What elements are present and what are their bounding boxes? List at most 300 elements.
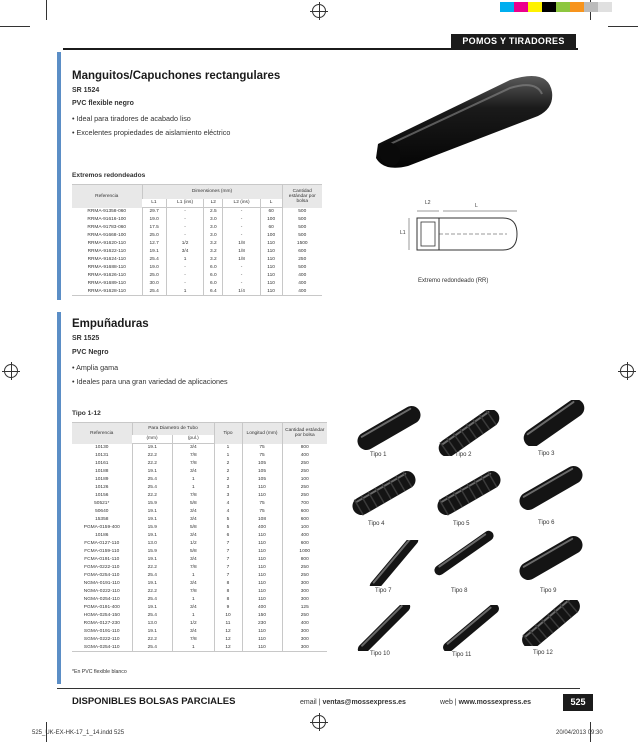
table-cell: 110 — [260, 240, 282, 248]
table-cell: 400 — [282, 280, 322, 288]
table-cell: FCMA-0191-110 — [84, 557, 120, 562]
col-header: Longitud (mm) — [242, 423, 282, 444]
table-cell: 250 — [282, 492, 327, 500]
table-cell: 60 — [260, 224, 282, 232]
table-cell: 8 — [214, 588, 242, 596]
grip-label: Tipo 4 — [368, 521, 385, 527]
table-cell: 600 — [282, 508, 327, 516]
table-cell: RRMA-91622-110 — [87, 249, 126, 254]
col-subheader: L2 (ins) — [223, 199, 260, 208]
table-cell: 110 — [242, 596, 282, 604]
table-row — [72, 208, 322, 216]
table-cell: 3.0 — [204, 216, 223, 224]
table-cell: 300 — [282, 596, 327, 604]
table-cell: 25.4 — [132, 572, 173, 580]
table-cell: 4 — [214, 508, 242, 516]
table-cell: RRMA-91626-110 — [87, 273, 126, 278]
table-cell: 3/4 — [173, 532, 214, 540]
table-row — [72, 628, 327, 636]
table-cell: 3/4 — [173, 556, 214, 564]
table-cell: 12 — [214, 644, 242, 652]
table-row — [72, 248, 322, 256]
grip-type-7-image — [355, 540, 433, 586]
table-cell: 50521* — [94, 501, 110, 506]
col-subheader: L1 — [142, 199, 166, 208]
diagram-label-l2: L2 — [425, 200, 431, 206]
feature-bullet: • Ideal para tiradores de acabado liso — [72, 114, 191, 123]
col-header: Referencia — [72, 423, 132, 444]
grip-type-9-image — [512, 535, 590, 581]
table-cell: 110 — [242, 572, 282, 580]
table-cell: 110 — [242, 548, 282, 556]
table-cell: 3/4 — [173, 516, 214, 524]
table-cell: 110 — [260, 248, 282, 256]
section-1-title: Manguitos/Capuchones rectangulares — [72, 70, 281, 82]
col-subheader: (pul.) — [173, 435, 214, 444]
color-calibration-bar — [500, 2, 612, 12]
table-cell: 19.0 — [142, 264, 166, 272]
table-cell: 3.2 — [204, 248, 223, 256]
table-cell: 8 — [214, 596, 242, 604]
color-swatch — [528, 2, 542, 12]
table-cell: 7 — [214, 556, 242, 564]
product-code: SR 1524 — [72, 87, 100, 94]
table-cell: RRMA-91624-110 — [87, 257, 126, 262]
table-cell: - — [223, 208, 260, 216]
product-material: PVC flexible negro — [72, 100, 134, 107]
table-cell: 10156 — [95, 493, 109, 498]
table-cell: 600 — [282, 248, 322, 256]
table-cell: 800 — [282, 444, 327, 452]
web-label: web | — [440, 699, 457, 706]
table-cell: 1 — [173, 484, 214, 492]
partial-bags-note: DISPONIBLES BOLSAS PARCIALES — [72, 696, 236, 707]
diagram-label-l: L — [475, 203, 478, 209]
crop-line — [0, 26, 30, 27]
table-cell: 6.0 — [204, 264, 223, 272]
sleeve-spec-table — [72, 184, 322, 296]
table-row — [72, 288, 322, 296]
table-cell: 400 — [242, 604, 282, 612]
registration-mark-top-icon — [312, 4, 326, 18]
table-cell: 30.0 — [142, 280, 166, 288]
table-row — [72, 644, 327, 652]
diagram-label-l1: L1 — [400, 230, 406, 236]
table-cell: 22.2 — [132, 492, 173, 500]
table-cell: SGMA-0254-110 — [83, 644, 120, 650]
table-cell: 800 — [282, 556, 327, 564]
table-cell: NGMA-0254-110 — [83, 597, 120, 602]
table-cell: 1000 — [282, 548, 327, 556]
table-2-title: Tipo 1-12 — [72, 410, 101, 417]
footer-web — [440, 699, 531, 706]
table-cell: 110 — [242, 564, 282, 572]
table-cell: 150 — [242, 612, 282, 620]
table-cell: RRMA-91783-060 — [87, 225, 127, 230]
col-header: Cantidad estándar por bolsa — [282, 185, 322, 208]
table-row — [72, 452, 327, 460]
section-side-bar — [57, 52, 61, 300]
grip-type-11-image — [432, 605, 510, 651]
footer-rule — [57, 688, 580, 689]
table-cell: 25.0 — [142, 232, 166, 240]
col-subheader: L1 (ins) — [166, 199, 203, 208]
table-cell: 1 — [173, 612, 214, 620]
table-cell: 25.4 — [132, 484, 173, 492]
grip-label: Tipo 12 — [533, 650, 553, 656]
table-cell: 100 — [282, 524, 327, 532]
email-label: email | — [300, 699, 321, 706]
table-cell: 75 — [242, 444, 282, 452]
table-cell: 12.7 — [142, 240, 166, 248]
table-cell: 1/8 — [223, 256, 260, 264]
table-cell: 110 — [242, 588, 282, 596]
grip-label: Tipo 9 — [540, 588, 557, 594]
table-cell: 19.1 — [132, 628, 173, 636]
table-cell: 1/4 — [223, 288, 260, 296]
web-link[interactable]: www.mossexpress.es — [458, 699, 532, 706]
col-subheader: L — [260, 199, 282, 208]
color-swatch — [556, 2, 570, 12]
table-cell: 15.9 — [132, 500, 173, 508]
color-swatch — [514, 2, 528, 12]
feature-bullet: • Excelentes propiedades de aislamiento eléctrico — [72, 128, 231, 137]
table-cell: 25.4 — [142, 256, 166, 264]
table-cell: - — [166, 232, 203, 240]
table-row — [72, 508, 327, 516]
table-cell: 3.0 — [204, 232, 223, 240]
grip-type-1-image — [350, 405, 428, 451]
table-cell: 7/8 — [173, 460, 214, 468]
footnote: *En PVC flexible blanco — [72, 669, 127, 675]
table-cell: 400 — [282, 532, 327, 540]
table-cell: 1 — [214, 452, 242, 460]
table-cell: 2 — [214, 460, 242, 468]
table-cell: FGMA-0254-110 — [84, 573, 120, 578]
grip-label: Tipo 3 — [538, 451, 555, 457]
table-cell: 110 — [242, 636, 282, 644]
table-cell: 7/8 — [173, 492, 214, 500]
table-cell: 3.0 — [204, 224, 223, 232]
table-cell: 110 — [260, 280, 282, 288]
grip-label: Tipo 5 — [453, 521, 470, 527]
col-header: Referencia — [72, 185, 142, 208]
table-cell: 2 — [214, 468, 242, 476]
table-cell: 3/4 — [173, 604, 214, 612]
table-cell: PGMA-0159-400 — [83, 525, 120, 530]
table-cell: 1 — [173, 572, 214, 580]
table-cell: 100 — [282, 476, 327, 484]
table-cell: 1 — [166, 256, 203, 264]
table-cell: 11 — [214, 620, 242, 628]
table-cell: 7 — [214, 548, 242, 556]
table-cell: 1 — [173, 476, 214, 484]
table-row — [72, 224, 322, 232]
table-cell: RRMA-91616-100 — [87, 217, 127, 222]
table-row — [72, 484, 327, 492]
table-cell: RRMA-91688-110 — [87, 265, 126, 270]
table-cell: 7/8 — [173, 588, 214, 596]
table-cell: 300 — [282, 644, 327, 652]
table-cell: 700 — [282, 500, 327, 508]
table-cell: 19.1 — [142, 248, 166, 256]
table-cell: 6.4 — [204, 288, 223, 296]
table-row — [72, 476, 327, 484]
table-cell: 1/8 — [223, 240, 260, 248]
table-cell: 8 — [214, 580, 242, 588]
table-cell: - — [223, 272, 260, 280]
table-cell: 3/4 — [173, 468, 214, 476]
table-cell: 110 — [260, 288, 282, 296]
table-cell: 10131 — [95, 453, 109, 458]
table-cell: 110 — [260, 256, 282, 264]
grip-label: Tipo 6 — [538, 520, 555, 526]
table-cell: 25.4 — [142, 288, 166, 296]
table-cell: 250 — [282, 256, 322, 264]
color-swatch — [598, 2, 612, 12]
table-cell: 4 — [214, 500, 242, 508]
section-side-bar — [57, 312, 61, 684]
table-row — [72, 240, 322, 248]
table-cell: 17.5 — [142, 224, 166, 232]
table-cell: 15.9 — [132, 524, 173, 532]
slug-date: 20/04/2013 09:30 — [556, 730, 603, 736]
table-cell: 3 — [214, 484, 242, 492]
table-cell: 110 — [242, 492, 282, 500]
table-cell: - — [166, 264, 203, 272]
table-row — [72, 232, 322, 240]
table-cell: - — [166, 208, 203, 216]
table-1-title: Extremos redondeados — [72, 172, 146, 179]
table-cell: 5/8 — [173, 500, 214, 508]
rounded-end-diagram — [395, 200, 525, 276]
table-cell: 5 — [214, 524, 242, 532]
col-header: Cantidad estándar por bolsa — [282, 423, 327, 444]
grip-label: Tipo 10 — [370, 651, 390, 657]
table-cell: 250 — [282, 572, 327, 580]
table-row — [72, 580, 327, 588]
email-link[interactable]: ventas@mossexpress.es — [322, 699, 406, 706]
crop-line — [608, 26, 638, 27]
grip-type-10-image — [345, 605, 423, 651]
table-cell: 25.4 — [132, 476, 173, 484]
table-cell: 500 — [282, 216, 322, 224]
table-cell: 250 — [282, 612, 327, 620]
table-cell: 7/8 — [173, 564, 214, 572]
table-cell: 12 — [214, 636, 242, 644]
color-swatch — [584, 2, 598, 12]
grip-label: Tipo 11 — [452, 652, 472, 658]
table-cell: 1 — [173, 596, 214, 604]
table-row — [72, 564, 327, 572]
table-cell: 7 — [214, 540, 242, 548]
table-cell: - — [223, 224, 260, 232]
table-cell: 10189 — [95, 477, 109, 482]
table-cell: 19.1 — [132, 444, 173, 452]
grip-type-8-image — [425, 530, 503, 576]
col-subheader: L2 — [204, 199, 223, 208]
table-row — [72, 556, 327, 564]
table-cell: RRMA-91358-060 — [87, 209, 127, 214]
table-cell: RRMA-91689-110 — [87, 281, 126, 286]
table-cell: 15358 — [95, 517, 109, 522]
table-cell: 6.0 — [204, 272, 223, 280]
table-cell: RGMA-0127-230 — [83, 621, 120, 626]
crop-line — [46, 0, 47, 20]
table-row — [72, 264, 322, 272]
table-cell: 250 — [282, 460, 327, 468]
table-row — [72, 516, 327, 524]
product-code: SR 1525 — [72, 335, 100, 342]
registration-mark-left-icon — [4, 364, 18, 378]
grip-type-2-image — [430, 410, 508, 456]
table-cell: 19.1 — [132, 508, 173, 516]
table-cell: 25.0 — [142, 272, 166, 280]
table-cell: 300 — [282, 636, 327, 644]
table-cell: 2.5 — [204, 208, 223, 216]
table-cell: 1/8 — [223, 248, 260, 256]
table-cell: 7 — [214, 564, 242, 572]
table-cell: 22.2 — [132, 452, 173, 460]
table-cell: 13.0 — [132, 540, 173, 548]
rectangular-sleeve-image — [360, 62, 560, 172]
grip-type-4-image — [345, 470, 423, 516]
color-swatch — [542, 2, 556, 12]
grip-label: Tipo 2 — [455, 452, 472, 458]
table-cell: 7/8 — [173, 636, 214, 644]
table-cell: 3/4 — [166, 248, 203, 256]
table-row — [72, 604, 327, 612]
table-row — [72, 444, 327, 452]
table-cell: 105 — [242, 460, 282, 468]
table-cell: 100 — [260, 216, 282, 224]
grip-type-12-image — [512, 600, 590, 646]
table-cell: FGMA-0222-110 — [84, 565, 120, 570]
table-cell: 13.0 — [132, 620, 173, 628]
table-row — [72, 492, 327, 500]
table-cell: RRMA-91620-110 — [87, 241, 126, 246]
table-cell: 250 — [282, 484, 327, 492]
table-cell: 3 — [214, 492, 242, 500]
table-row — [72, 620, 327, 628]
table-row — [72, 636, 327, 644]
grip-label: Tipo 8 — [451, 588, 468, 594]
table-cell: 10188 — [95, 469, 109, 474]
table-cell: 110 — [242, 556, 282, 564]
table-row — [72, 540, 327, 548]
feature-bullet: • Ideales para una gran variedad de aplicaciones — [72, 377, 228, 386]
table-cell: 100 — [260, 232, 282, 240]
table-row — [72, 596, 327, 604]
table-cell: 125 — [282, 604, 327, 612]
table-cell: 25.4 — [132, 596, 173, 604]
table-cell: - — [223, 216, 260, 224]
table-cell: 10130 — [95, 445, 109, 450]
table-row — [72, 524, 327, 532]
table-cell: - — [166, 216, 203, 224]
table-row — [72, 216, 322, 224]
table-cell: 3.2 — [204, 256, 223, 264]
table-cell: 110 — [242, 484, 282, 492]
table-cell: 3/4 — [173, 508, 214, 516]
table-cell: 300 — [282, 628, 327, 636]
table-cell: 6.0 — [204, 280, 223, 288]
table-cell: 3.2 — [204, 240, 223, 248]
col-header: Dimensiones (mm) — [142, 185, 282, 199]
col-header: Tipo — [214, 423, 242, 444]
table-cell: 29.7 — [142, 208, 166, 216]
table-cell: - — [166, 272, 203, 280]
table-cell: 25.4 — [132, 612, 173, 620]
table-cell: SGMA-0191-110 — [83, 629, 120, 634]
page-number: 525 — [563, 694, 593, 711]
color-swatch — [570, 2, 584, 12]
footer-email — [300, 699, 406, 706]
table-cell: 110 — [242, 628, 282, 636]
table-cell: 500 — [282, 232, 322, 240]
table-cell: - — [166, 280, 203, 288]
table-cell: 1 — [173, 644, 214, 652]
table-cell: 25.4 — [132, 644, 173, 652]
table-cell: 400 — [282, 620, 327, 628]
table-cell: 230 — [242, 620, 282, 628]
grip-type-5-image — [430, 470, 508, 516]
table-cell: 10186 — [95, 533, 109, 538]
table-cell: 3/4 — [173, 444, 214, 452]
grip-label: Tipo 1 — [370, 452, 387, 458]
table-row — [72, 256, 322, 264]
table-cell: 250 — [282, 468, 327, 476]
table-cell: 500 — [282, 208, 322, 216]
color-swatch — [500, 2, 514, 12]
table-row — [72, 612, 327, 620]
table-cell: 110 — [260, 264, 282, 272]
table-cell: 500 — [282, 264, 322, 272]
table-cell: 75 — [242, 508, 282, 516]
table-cell: 15.9 — [132, 548, 173, 556]
table-cell: - — [223, 232, 260, 240]
table-cell: 105 — [242, 476, 282, 484]
grip-type-6-image — [512, 465, 590, 511]
table-cell: 19.1 — [132, 556, 173, 564]
table-cell: 50640 — [95, 509, 109, 514]
table-cell: 75 — [242, 500, 282, 508]
table-cell: 10161 — [95, 461, 109, 466]
table-cell: 6 — [214, 532, 242, 540]
col-subheader: (mm) — [132, 435, 173, 444]
registration-mark-bottom-icon — [312, 715, 326, 729]
table-cell: - — [166, 224, 203, 232]
table-cell: 600 — [282, 516, 327, 524]
table-cell: 7 — [214, 572, 242, 580]
table-cell: 7/8 — [173, 452, 214, 460]
diagram-caption: Extremo redondeado (RR) — [418, 278, 489, 284]
registration-mark-right-icon — [620, 364, 634, 378]
header-rule — [63, 48, 578, 50]
table-cell: 22.2 — [132, 460, 173, 468]
table-cell: 5/8 — [173, 548, 214, 556]
table-cell: 19.1 — [132, 516, 173, 524]
table-cell: 250 — [282, 564, 327, 572]
table-cell: 12 — [214, 628, 242, 636]
table-cell: 22.2 — [132, 564, 173, 572]
table-row — [72, 548, 327, 556]
table-cell: 1 — [166, 288, 203, 296]
table-cell: 3/4 — [173, 628, 214, 636]
feature-bullet: • Amplia gama — [72, 363, 119, 372]
section-title: POMOS Y TIRADORES — [451, 34, 576, 48]
table-cell: 1/2 — [173, 540, 214, 548]
